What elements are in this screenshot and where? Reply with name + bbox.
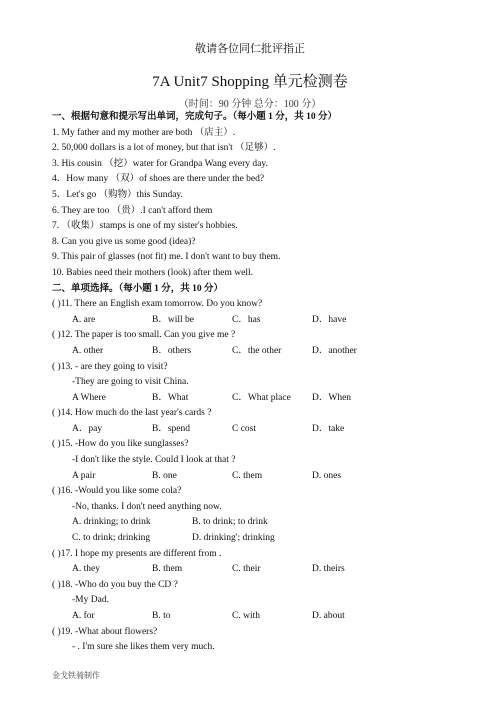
option-d: D．have [312, 314, 347, 325]
document-title: 7A Unit7 Shopping 单元检测卷 [152, 74, 348, 90]
fill-item-10: 10. Babies need their mothers (look) after them well. [52, 267, 254, 278]
option-a: A. for [72, 611, 95, 621]
option-b: B. one [152, 470, 177, 481]
question-18-extra: -My Dad. [72, 595, 109, 606]
option-b: B．will be [152, 314, 194, 325]
option-a: A. are [72, 314, 96, 325]
fill-item-5: 5．Let's go （购物）this Sunday. [52, 189, 183, 200]
fill-item-1: 1. My father and my mother are both （店主）. [52, 127, 236, 138]
question-19-extra: - . I'm sure she likes them very much. [72, 642, 215, 653]
option-d: D. ones [312, 470, 342, 481]
question-17: ( )17. I hope my presents are different from . [52, 548, 222, 559]
section1-heading: 一、根据句意和提示写出单词，完成句子。（每小题 1 分，共 10 分） [52, 112, 338, 122]
section2-heading: 二、单项选择。（每小题 1 分，共 10 分） [52, 283, 224, 294]
option-a: A Where [72, 392, 106, 403]
option-c: C. with [232, 611, 260, 621]
options-13 [52, 391, 472, 407]
option-c: C．the other [232, 345, 282, 356]
question-13-extra: -They are going to visit China. [72, 377, 189, 388]
document-subtitle: （时间：90 分钟 总分：100 分） [178, 99, 322, 110]
option-d: D. drinking'; drinking [192, 533, 275, 544]
option-b: B．spend [152, 423, 191, 434]
fill-item-6: 6. They are too （贵）.I can't afford them [52, 205, 213, 216]
option-b: B. to [152, 611, 171, 621]
question-16: ( )16. -Would you like some cola? [52, 486, 182, 497]
option-d: D．take [312, 423, 345, 434]
options-11 [52, 313, 472, 329]
options-16-row2 [52, 531, 472, 547]
fill-item-7: 7. （收集）stamps is one of my sister's hobbies. [52, 221, 238, 232]
fill-item-4: 4．How many （双）of shoes are there under the bed? [52, 174, 265, 185]
option-a: A. they [72, 564, 100, 575]
option-a: A pair [72, 470, 96, 481]
option-a: A. drinking; to drink [72, 517, 151, 528]
option-b: B．What [152, 392, 189, 403]
question-16-extra: -No, thanks. I don't need anything now. [72, 501, 222, 512]
question-15: ( )15. -How do you like sunglasses? [52, 439, 189, 450]
option-c: C. to drink; drinking [72, 533, 151, 544]
option-c: C．What place [232, 392, 291, 403]
options-18 [52, 609, 472, 625]
question-19: ( )19. -What about flowers? [52, 626, 158, 637]
option-b: B. them [152, 564, 183, 575]
question-18: ( )18. -Who do you buy the CD ? [52, 579, 178, 590]
page-header: 敬请各位同仁批评指正 [195, 43, 305, 55]
page-footer: 金戈铁骑制作 [52, 671, 100, 680]
option-a: A．pay [72, 423, 103, 434]
question-14: ( )14. How much do the last year's cards ? [52, 408, 212, 419]
option-b: B．others [152, 345, 192, 356]
option-c: C. their [232, 564, 261, 575]
question-13: ( )13. - are they going to visit? [52, 361, 168, 372]
options-12 [52, 344, 472, 360]
options-15 [52, 469, 472, 485]
fill-item-8: 8. Can you give us some good (idea)? [52, 236, 196, 247]
option-c: C. them [232, 470, 263, 481]
fill-item-9: 9. This pair of glasses (not fit) me. I don't want to buy them. [52, 252, 281, 263]
question-15-extra: -I don't like the style. Could I look at that ? [72, 455, 236, 466]
option-d: D．another [312, 345, 357, 356]
question-11: ( )11. There an English exam tomorrow. Do you know? [52, 299, 263, 310]
option-b: B. to drink; to drink [192, 517, 268, 528]
option-c: C．has [232, 314, 261, 325]
document-body [52, 110, 472, 656]
options-17 [52, 562, 472, 578]
option-a: A. other [72, 345, 104, 356]
fill-item-2: 2. 50,000 dollars is a lot of money, but that isn't （足够）. [52, 143, 276, 154]
option-c: C cost [232, 423, 257, 434]
question-12: ( )12. The paper is too small. Can you give me ? [52, 330, 236, 341]
options-16-row1 [52, 515, 472, 531]
fill-item-3: 3. His cousin （挖）water for Grandpa Wang every day. [52, 158, 268, 169]
options-14 [52, 422, 472, 438]
option-d: D．When [312, 392, 352, 403]
option-d: D. theirs [312, 564, 345, 575]
option-d: D. about [312, 611, 345, 621]
